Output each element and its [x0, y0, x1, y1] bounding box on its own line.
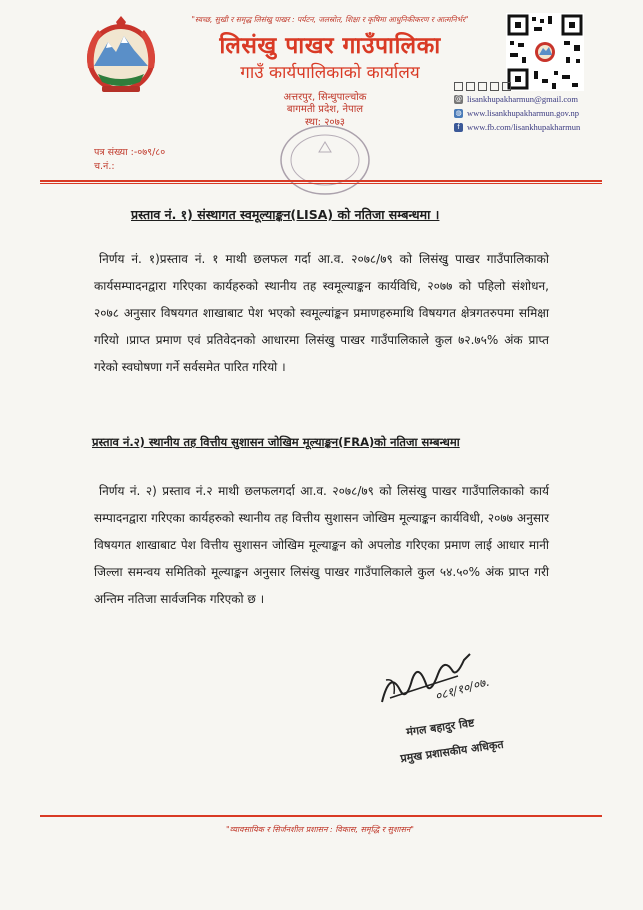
section2-title: प्रस्ताव नं.२) स्थानीय तह वित्तीय सुशासन जोखिम मूल्याङ्कन(FRA)को नतिजा सम्बन्धमा — [92, 435, 460, 449]
social-icons — [454, 80, 604, 92]
reference-block — [94, 146, 165, 174]
section2-body: निर्णय नं. २) प्रस्ताव नं.२ माथी छलफलगर्दा आ.व. २०७८/७९ को लिसंखु पाखर गाउँपालिकाको कार्य सम्पादनद्वारा गरिएका कार्यहरुको स्थानीय तह वित्तीय सुशासन जोखिम मूल्याङ्कन कार्यविधी, २०७७ अनुसार विषयगत शाखाबाट पेश वित्तीय सुशासन जोखिम मूल्याङ्कन को अपलोड गरिएका प्रमाण लाई आधार मानी जिल्ला समन्वय समितिको मूल्याङ्कन अनुसार लिसंखु पाखर गाउँपालिकाले कुल ५४.५०% अंक प्राप्त गरी अन्तिम नतिजा सार्वजनिक गरिएको छ । — [94, 484, 549, 606]
section1-title: प्रस्ताव नं. १) संस्थागत स्वमूल्याङ्कन(LISA) को नतिजा सम्बन्धमा । — [131, 207, 440, 222]
phone-box-icon — [454, 82, 463, 91]
dispatch-number: च.नं.: — [94, 161, 115, 172]
footer-motto: "व्यावसायिक र सिर्जनशील प्रशासन : विकास, समृद्धि र सुशासन" — [226, 825, 414, 834]
officer-title: प्रमुख प्रशासकीय अधिकृत — [399, 737, 505, 766]
officer-name: मंगल बहादुर विष्ट — [405, 716, 476, 739]
established-year: स्था: २०७३ — [304, 117, 346, 128]
contact-facebook-row — [454, 120, 604, 134]
contact-website-row — [454, 106, 604, 120]
header-motto: "स्वच्छ, सुखी र समृद्ध लिसंखु पाखर : पर्यटन, जलस्रोत, शिक्षा र कृषिमा आधुनिकीकरण र आत्मनिर्भर" — [191, 15, 469, 24]
section1-body: निर्णय नं. १)प्रस्ताव नं. १ माथी छलफल गर्दा आ.व. २०७८/७९ को लिसंखु पाखर गाउँपालिकाको कार्यसम्पादनद्वारा गरिएका कार्यहरुको स्थानीय तह स्वमूल्याङ्कन कार्यविधि, २०७७ को पहिलो संशोधन, २०७८ अनुसार विषयगत शाखाबाट पेश भएको स्वमूल्यांङ्कन प्रमाणहरुमाथि विषयगत क्षेत्रगतरुपमा समिक्षा गरियो ।प्राप्त प्रमाण एवं प्रतिवेदनको आधारमा लिसंखु पाखर गाउँपालिकाले कुल ७२.७५% अंक प्राप्त गरेको स्वघोषणा गर्ने सर्वसमेत पारित गरियो । — [94, 252, 549, 374]
org-name: लिसंखु पाखर गाउँपालिका — [219, 33, 441, 59]
address-line-1: अत्तरपुर, सिन्धुपाल्चोक — [283, 92, 367, 103]
contact-facebook[interactable]: www.fb.com/lisankhupakharmun — [467, 122, 581, 132]
contact-email-row — [454, 92, 604, 106]
header-divider-thin — [40, 183, 602, 184]
address-line-2: बागमती प्रदेश, नेपाल — [286, 104, 364, 115]
contact-website[interactable]: www.lisankhupakharmun.gov.np — [467, 108, 579, 118]
email-icon: @ — [455, 94, 462, 103]
office-name: गाउँ कार्यपालिकाको कार्यालय — [240, 63, 420, 83]
box-icon — [502, 82, 511, 91]
facebook-icon: f — [454, 123, 463, 132]
contact-block — [454, 80, 604, 134]
header-divider — [40, 180, 602, 182]
box-icon — [466, 82, 475, 91]
nepal-emblem-icon — [80, 16, 162, 96]
office-stamp — [265, 112, 385, 202]
globe-icon: ◍ — [455, 108, 462, 117]
letter-number: पत्र संख्या :-०७९/८० — [94, 147, 166, 158]
footer-divider — [40, 815, 602, 817]
box-icon — [490, 82, 499, 91]
contact-email[interactable]: lisankhupakharmun@gmail.com — [467, 94, 578, 104]
signature-date: ०८१/१०/०७. — [433, 674, 491, 704]
box-icon — [478, 82, 487, 91]
